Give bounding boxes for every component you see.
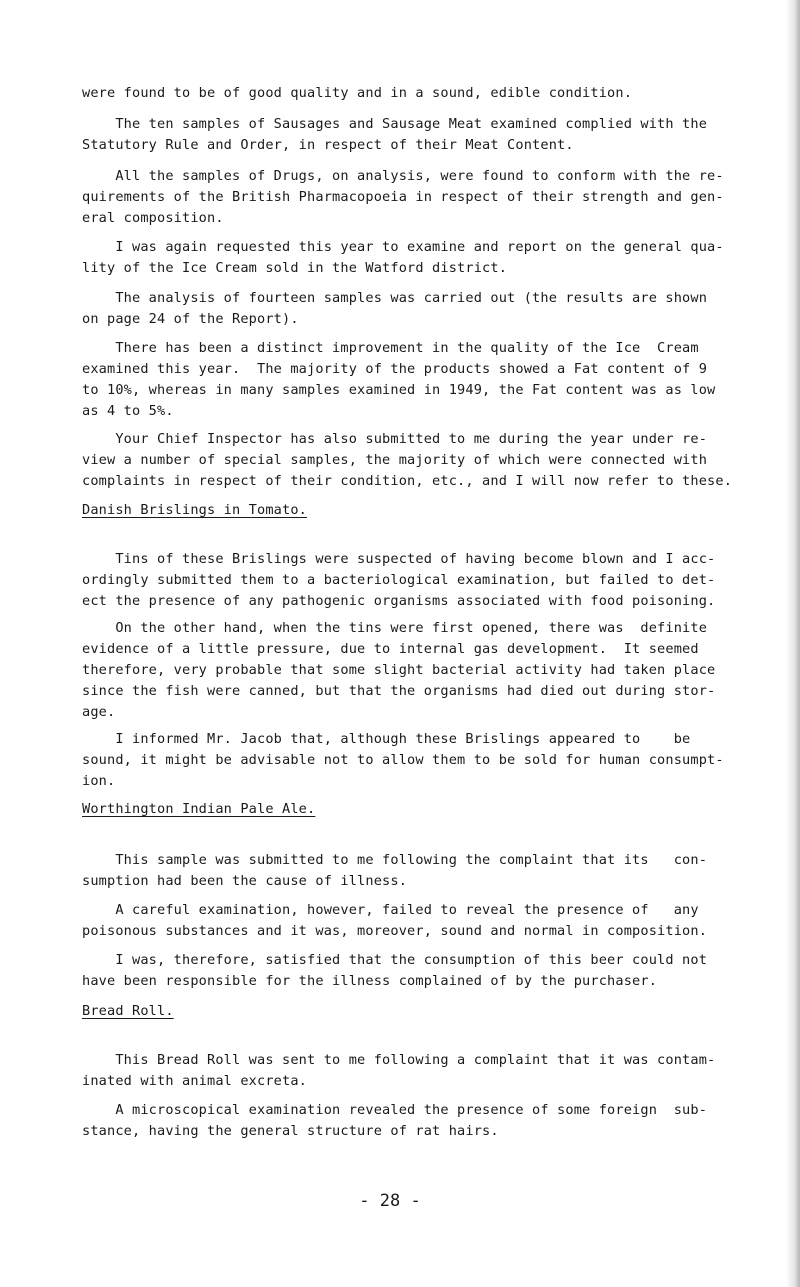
paragraph-ice-cream-analysis: The analysis of fourteen samples was carried out (the results are shown on page 24 of the Report). xyxy=(82,290,708,327)
paragraph-sausages: The ten samples of Sausages and Sausage Meat examined complied with the Statutory Rule and Order, in respect of their Meat Content. xyxy=(82,116,708,153)
paragraph-edible-condition: were found to be of good quality and in a sound, edible condition. xyxy=(82,85,633,101)
paragraph-bread-complaint: This Bread Roll was sent to me following a complaint that it was contam- inated with animal excreta. xyxy=(82,1052,716,1089)
paragraph-ale-examination: A careful examination, however, failed to reveal the presence of any poisonous substances and it was, moreover, sound and normal in composition. xyxy=(82,902,708,939)
page-edge-shadow xyxy=(786,0,800,1287)
paragraph-bread-examination: A microscopical examination revealed the presence of some foreign sub- stance, having the general structure of rat hairs. xyxy=(82,1102,708,1139)
paragraph-brislings-tins: Tins of these Brislings were suspected of having become blown and I acc- ordingly submitted them to a bacteriological examination, but failed to det- ect the presence of any pathogenic organisms associated with food poisoning. xyxy=(82,551,716,609)
heading-danish-brislings: Danish Brislings in Tomato. xyxy=(82,502,308,518)
paragraph-ice-cream-request: I was again requested this year to examine and report on the general qua- lity of the Ice Cream sold in the Watford district. xyxy=(82,239,724,276)
paragraph-brislings-advice: I informed Mr. Jacob that, although these Brislings appeared to be sound, it might be advisable not to allow them to be sold for human consumpt- ion. xyxy=(82,731,724,789)
paragraph-ale-conclusion: I was, therefore, satisfied that the consumption of this beer could not have been responsible for the illness complained of by the purchaser. xyxy=(82,952,708,989)
paragraph-ice-cream-improvement: There has been a distinct improvement in the quality of the Ice Cream examined this year. The majority of the products showed a Fat content of 9 to 10%, whereas in many samples examined in 1949, the Fat content was as low as 4 to 5%. xyxy=(82,340,716,419)
paragraph-drugs: All the samples of Drugs, on analysis, were found to conform with the re- quirements of the British Pharmacopoeia in respect of their strength and gen- eral composition. xyxy=(82,168,724,226)
heading-bread-roll: Bread Roll. xyxy=(82,1003,174,1019)
paragraph-special-samples: Your Chief Inspector has also submitted to me during the year under re- view a number of special samples, the majority of which were connected with complaints in respect of their condition, etc., and I will now refer to these. xyxy=(82,431,733,489)
paragraph-brislings-pressure: On the other hand, when the tins were first opened, there was definite evidence of a little pressure, due to internal gas development. It seemed therefore, very probable that some slight bacterial activity had taken place since the fish were canned, but that the organisms had died out during stor- age. xyxy=(82,620,716,720)
page-number: - 28 - xyxy=(359,1191,421,1211)
heading-worthington-ale: Worthington Indian Pale Ale. xyxy=(82,801,316,817)
paragraph-ale-complaint: This sample was submitted to me following the complaint that its con- sumption had been the cause of illness. xyxy=(82,852,708,889)
